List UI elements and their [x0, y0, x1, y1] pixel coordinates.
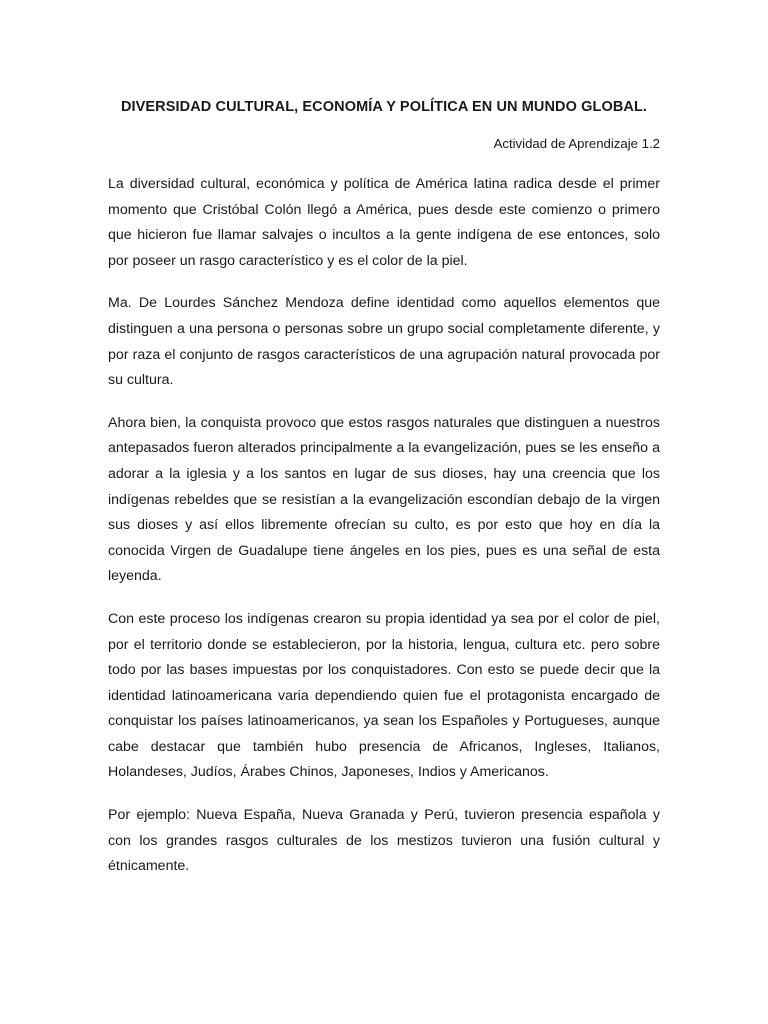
activity-label: Actividad de Aprendizaje 1.2	[493, 136, 660, 151]
document-body	[108, 172, 660, 880]
document-title: DIVERSIDAD CULTURAL, ECONOMÍA Y POLÍTICA EN UN MUNDO GLOBAL.	[120, 99, 648, 115]
body-paragraph: Ma. De Lourdes Sánchez Mendoza define identidad como aquellos elementos que distinguen a una persona o personas sobre un grupo social completamente diferente, y por raza el conjunto de rasgos característicos de una agrupación natural provocada por su cultura.	[108, 295, 660, 389]
body-paragraph: Con este proceso los indígenas crearon su propia identidad ya sea por el color de piel, por el territorio donde se establecieron, por la historia, lengua, cultura etc. pero sobre todo por las bases impuestas por los conquistadores. Con esto se puede decir que la identidad latinoamericana varia dependiendo quien fue el protagonista encargado de conquistar los países latinoamericanos, ya sean los Españoles y Portugueses, aunque cabe destacar que también hubo presencia de Africanos, Ingleses, Italianos, Holandeses, Judíos, Árabes Chinos, Japoneses, Indios y Americanos.	[108, 610, 660, 781]
body-paragraph: Ahora bien, la conquista provoco que estos rasgos naturales que distinguen a nuestros antepasados fueron alterados principalmente a la evangelización, pues se les enseño a adorar a la iglesia y a los santos en lugar de sus dioses, hay una creencia que los indígenas rebeldes que se resistían a la evangelización escondían debajo de la virgen sus dioses y así ellos libremente ofrecían su culto, es por esto que hoy en día la conocida Virgen de Guadalupe tiene ángeles en los pies, pues es una señal de esta leyenda.	[108, 414, 660, 585]
body-paragraph: La diversidad cultural, económica y política de América latina radica desde el primer momento que Cristóbal Colón llegó a América, pues desde este comienzo o primero que hicieron fue llamar salvajes o incultos a la gente indígena de ese entonces, solo por poseer un rasgo característico y es el color de la piel.	[108, 176, 660, 269]
body-paragraph: Por ejemplo: Nueva España, Nueva Granada y Perú, tuvieron presencia española y con los grandes rasgos culturales de los mestizos tuvieron una fusión cultural y étnicamente.	[108, 807, 660, 875]
